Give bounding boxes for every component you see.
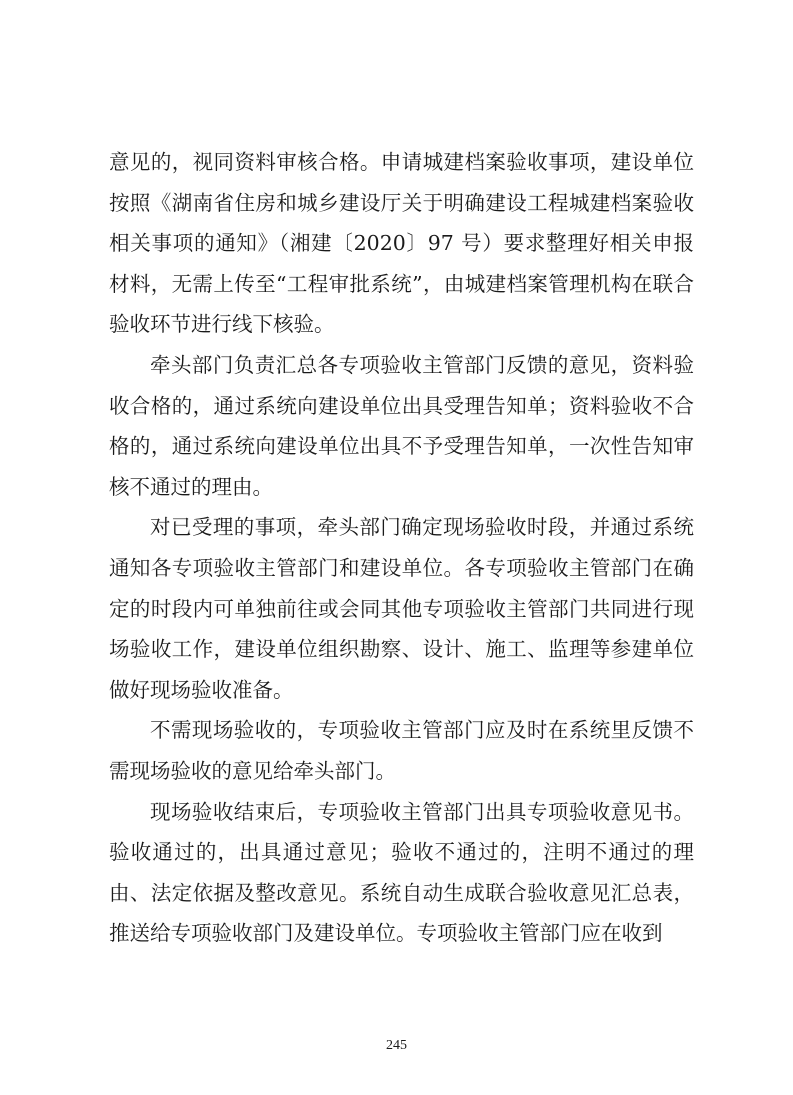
paragraph-no-onsite: 不需现场验收的，专项验收主管部门应及时在系统里反馈不需现场验收的意见给牵头部门。 [109, 718, 694, 783]
body-text [109, 142, 694, 954]
page-number: 245 [386, 1038, 407, 1053]
paragraph-continuation: 意见的，视同资料审核合格。申请城建档案验收事项，建设单位按照《湖南省住房和城乡建设厅关于明确建设工程城建档案验收相关事项的通知》（湘建〔2020〕97 号）要求整理好相关申报材料，无需上传至“工程审批系统”，由城建档案管理机构在联合验收环节进行线下核验。 [109, 150, 694, 337]
paragraph-review-feedback: 牵头部门负责汇总各专项验收主管部门反馈的意见，资料验收合格的，通过系统向建设单位出具受理告知单；资料验收不合格的，通过系统向建设单位出具不予受理告知单，一次性告知审核不通过的理由。 [109, 352, 694, 499]
paragraph-acceptance-result: 现场验收结束后，专项验收主管部门出具专项验收意见书。验收通过的，出具通过意见；验收不通过的，注明不通过的理由、法定依据及整改意见。系统自动生成联合验收意见汇总表，推送给专项验收部门及建设单位。专项验收主管部门应在收到 [109, 799, 694, 946]
paragraph-onsite-schedule: 对已受理的事项，牵头部门确定现场验收时段，并通过系统通知各专项验收主管部门和建设单位。各专项验收主管部门在确定的时段内可单独前往或会同其他专项验收主管部门共同进行现场验收工作，建设单位组织勘察、设计、施工、监理等参建单位做好现场验收准备。 [109, 515, 694, 702]
